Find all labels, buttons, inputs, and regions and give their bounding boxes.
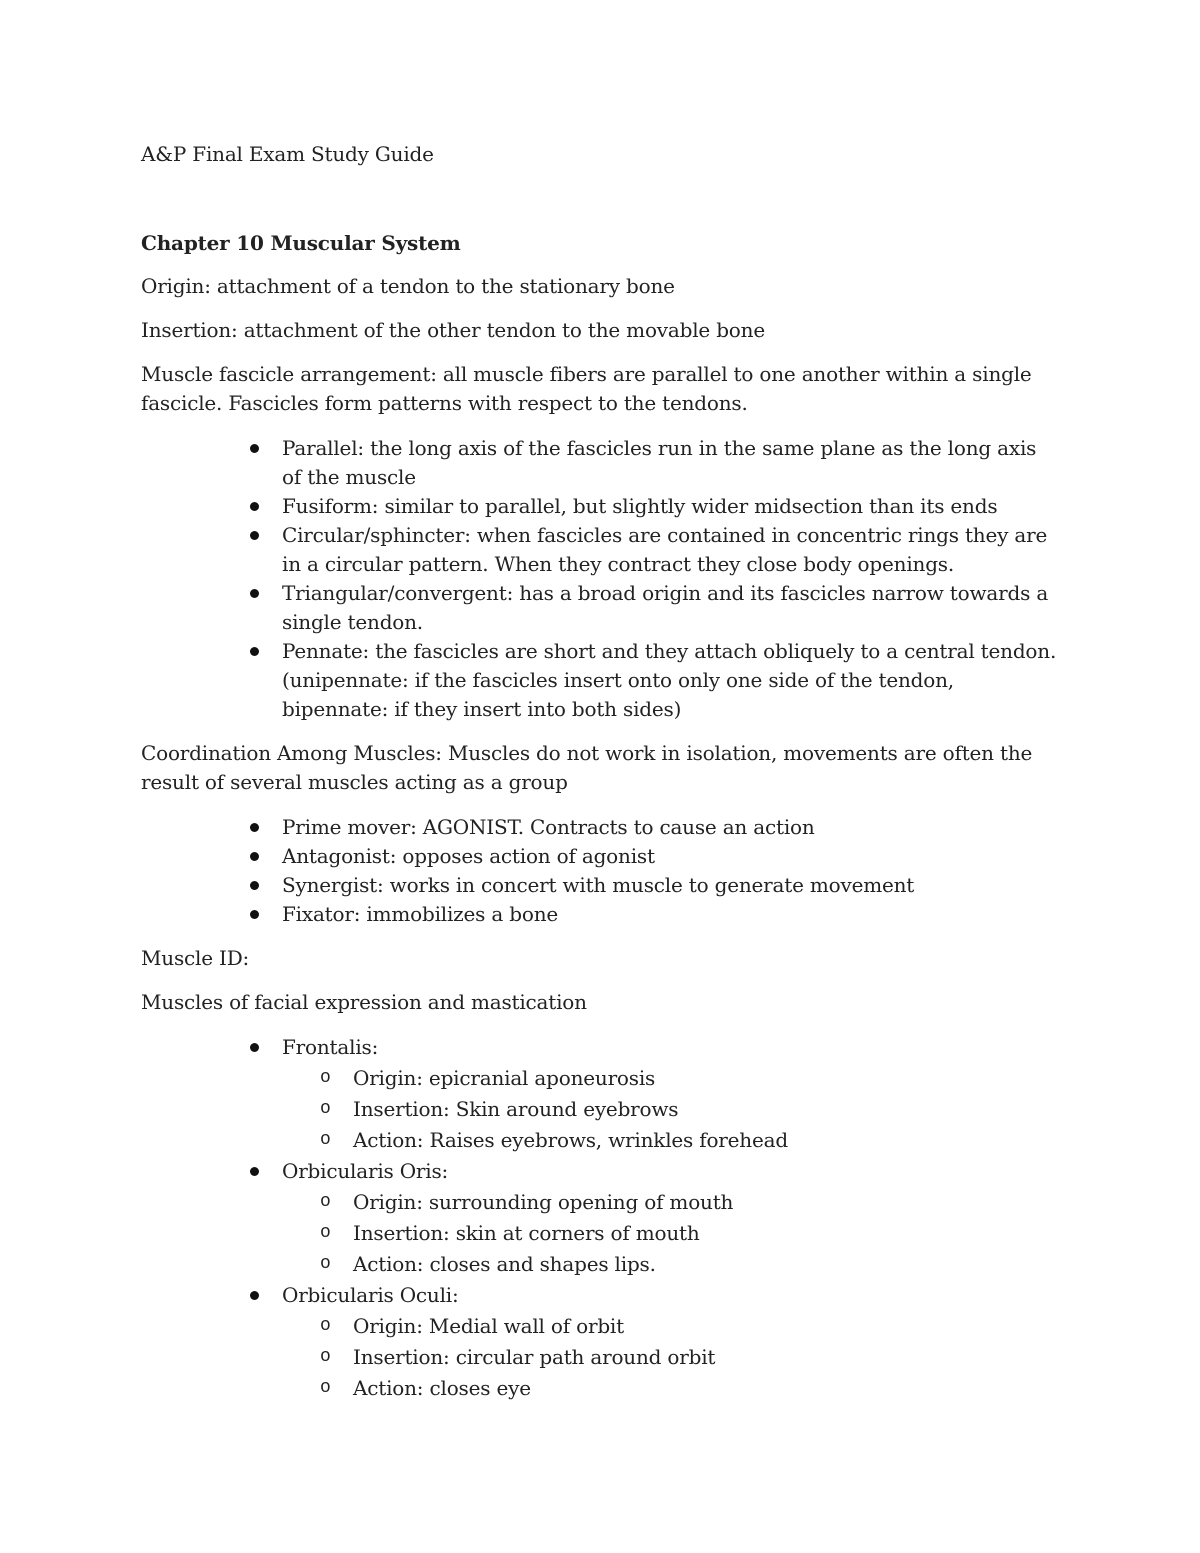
bullet-icon xyxy=(250,647,259,656)
bullet-icon xyxy=(250,823,259,832)
muscle-origin: Origin: Medial wall of orbit xyxy=(353,1314,624,1338)
circle-bullet-icon: o xyxy=(320,1068,331,1088)
list-item xyxy=(282,813,1061,842)
muscle-name: Frontalis: xyxy=(282,1035,379,1059)
muscle-name: Orbicularis Oculi: xyxy=(282,1283,459,1307)
list-item xyxy=(320,1188,1061,1217)
bullet-icon xyxy=(250,1291,259,1300)
circle-bullet-icon: o xyxy=(320,1192,331,1212)
muscle-origin: Origin: epicranial aponeurosis xyxy=(353,1066,656,1090)
list-item xyxy=(282,434,1061,492)
circle-bullet-icon: o xyxy=(320,1223,331,1243)
list-item-text: Fixator: immobilizes a bone xyxy=(282,902,559,926)
insertion-definition: Insertion: attachment of the other tendon to the movable bone xyxy=(141,318,765,342)
muscle-insertion: Insertion: Skin around eyebrows xyxy=(353,1097,679,1121)
list-item-text: Parallel: the long axis of the fascicles run in the same plane as the long axis of the muscle xyxy=(282,436,1037,489)
document-body xyxy=(141,140,1061,1405)
bullet-icon xyxy=(250,531,259,540)
muscle-id-label: Muscle ID: xyxy=(141,946,250,970)
chapter-heading: Chapter 10 Muscular System xyxy=(141,231,461,255)
circle-bullet-icon: o xyxy=(320,1254,331,1274)
bullet-icon xyxy=(250,910,259,919)
fascicle-pattern-list xyxy=(141,434,1061,724)
circle-bullet-icon: o xyxy=(320,1099,331,1119)
list-item xyxy=(320,1126,1061,1155)
bullet-icon xyxy=(250,589,259,598)
facial-muscle-list xyxy=(141,1033,1061,1403)
muscle-name: Orbicularis Oris: xyxy=(282,1159,449,1183)
muscle-insertion: Insertion: skin at corners of mouth xyxy=(353,1221,700,1245)
facial-muscles-heading: Muscles of facial expression and mastication xyxy=(141,990,587,1014)
bullet-icon xyxy=(250,852,259,861)
origin-definition: Origin: attachment of a tendon to the stationary bone xyxy=(141,274,675,298)
list-item xyxy=(282,871,1061,900)
muscle-detail-list xyxy=(282,1064,1061,1155)
muscle-role-list xyxy=(141,813,1061,929)
circle-bullet-icon: o xyxy=(320,1378,331,1398)
list-item xyxy=(282,842,1061,871)
circle-bullet-icon: o xyxy=(320,1130,331,1150)
muscle-detail-list xyxy=(282,1188,1061,1279)
fascicle-intro: Muscle fascicle arrangement: all muscle fibers are parallel to one another within a single fascicle. Fascicles form patterns with respect to the tendons. xyxy=(141,362,1032,415)
list-item-text: Prime mover: AGONIST. Contracts to cause an action xyxy=(282,815,815,839)
list-item xyxy=(320,1374,1061,1403)
muscle-action: Action: Raises eyebrows, wrinkles forehead xyxy=(353,1128,788,1152)
muscle-action: Action: closes and shapes lips. xyxy=(353,1252,656,1276)
list-item xyxy=(320,1312,1061,1341)
muscle-origin: Origin: surrounding opening of mouth xyxy=(353,1190,734,1214)
list-item xyxy=(282,492,1061,521)
bullet-icon xyxy=(250,1167,259,1176)
list-item xyxy=(320,1343,1061,1372)
list-item xyxy=(282,1033,1061,1155)
list-item-text: Antagonist: opposes action of agonist xyxy=(282,844,655,868)
list-item xyxy=(282,900,1061,929)
list-item xyxy=(282,521,1061,579)
list-item xyxy=(282,1157,1061,1279)
list-item-text: Triangular/convergent: has a broad origin and its fascicles narrow towards a single tendon. xyxy=(282,581,1049,634)
circle-bullet-icon: o xyxy=(320,1347,331,1367)
coordination-intro: Coordination Among Muscles: Muscles do not work in isolation, movements are often the result of several muscles acting as a group xyxy=(141,741,1033,794)
bullet-icon xyxy=(250,502,259,511)
list-item-text: Fusiform: similar to parallel, but slightly wider midsection than its ends xyxy=(282,494,998,518)
list-item xyxy=(282,1281,1061,1403)
muscle-insertion: Insertion: circular path around orbit xyxy=(353,1345,716,1369)
list-item xyxy=(320,1064,1061,1093)
list-item-text: Pennate: the fascicles are short and they attach obliquely to a central tendon. (unipennate: if the fascicles insert onto only one side of the tendon, bipennate: if they insert into both sides) xyxy=(282,639,1057,721)
document-title: A&P Final Exam Study Guide xyxy=(141,142,434,166)
list-item xyxy=(282,637,1061,724)
bullet-icon xyxy=(250,881,259,890)
circle-bullet-icon: o xyxy=(320,1316,331,1336)
muscle-action: Action: closes eye xyxy=(353,1376,531,1400)
bullet-icon xyxy=(250,1043,259,1052)
list-item xyxy=(320,1250,1061,1279)
list-item-text: Circular/sphincter: when fascicles are contained in concentric rings they are in a circular pattern. When they contract they close body openings. xyxy=(282,523,1048,576)
list-item xyxy=(320,1095,1061,1124)
bullet-icon xyxy=(250,444,259,453)
list-item xyxy=(320,1219,1061,1248)
list-item xyxy=(282,579,1061,637)
muscle-detail-list xyxy=(282,1312,1061,1403)
list-item-text: Synergist: works in concert with muscle to generate movement xyxy=(282,873,915,897)
